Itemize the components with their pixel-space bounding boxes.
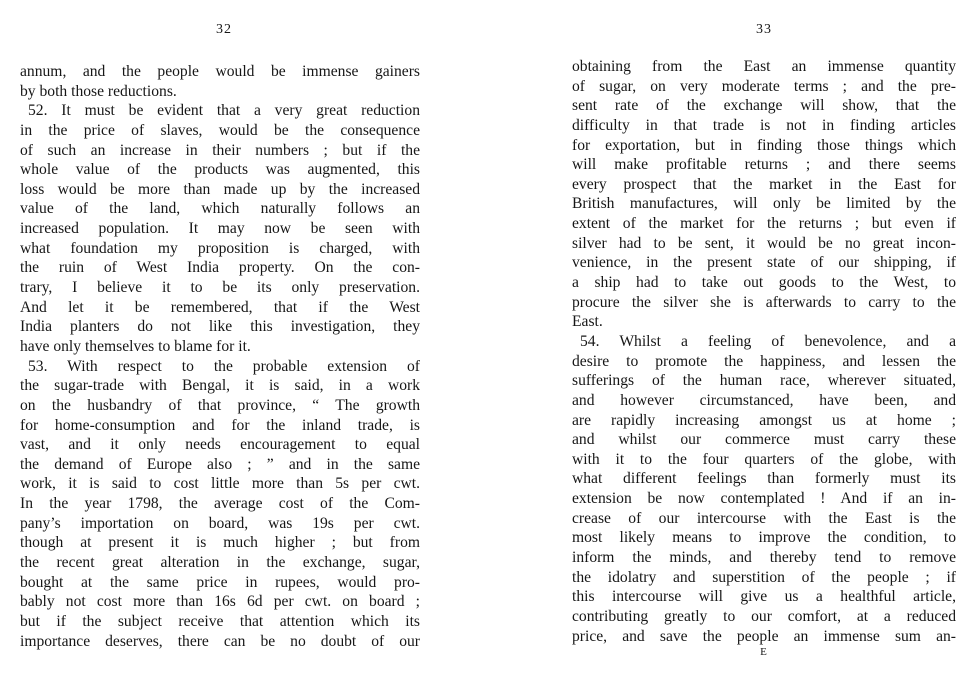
text-line: desire to promote the happiness, and lessen the [572,352,956,370]
text-line: 53. With respect to the probable extension of [28,357,420,375]
text-line: what foundation my proposition is charged, with [20,239,420,257]
text-line: And let it be remembered, that if the West [20,298,420,316]
text-line: vast, and it only needs encouragement to equal [20,436,420,454]
text-line: for home-consumption and for the inland trade, is [20,416,420,434]
text-line: importance deserves, there can be no doubt of our [20,632,420,650]
text-line: have only themselves to blame for it. [20,337,251,355]
text-line: a ship had to take out goods to the West, to [572,274,956,292]
text-line: procure the silver she is afterwards to carry to the [572,293,956,311]
text-line: value of the land, which naturally follows an [20,200,420,218]
text-line: bably not cost more than 16s 6d per cwt. on board ; [20,593,420,611]
right-page [572,0,956,679]
text-line: the demand of Europe also ; ” and in the same [20,455,420,473]
text-line: British manufactures, will only be limited by the [572,195,956,213]
text-line: extension be now contemplated ! And if an in- [572,490,956,508]
text-line: and whilst our commerce must carry these [572,431,956,449]
text-line: difficulty in that trade is not in finding articles [572,116,956,134]
text-line: contributing greatly to our comfort, at a reduced [572,607,956,625]
text-line: sent rate of the exchange will show, that the [572,97,956,115]
text-line: are rapidly increasing amongst us at home ; [572,411,956,429]
text-line: on the husbandry of that province, “ The growth [20,396,420,414]
text-line: increased population. It may now be seen with [20,220,420,238]
text-line: this intercourse will give us a healthful article, [572,588,956,606]
text-line: venience, in the present state of our shipping, if [572,254,956,272]
text-line: extent of the market for the returns ; but even if [572,215,956,233]
text-line: bought at the same price in rupees, would pro- [20,573,420,591]
text-line: loss would be more than made up by the increased [20,180,420,198]
text-line: the ruin of West India property. On the con- [20,259,420,277]
text-line: will make profitable returns ; and there seems [572,156,956,174]
text-line: and however circumstanced, have been, and [572,391,956,409]
text-line: of such an increase in their numbers ; but if the [20,141,420,159]
text-line: silver had to be sent, it would be no great incon- [572,234,956,252]
text-line: annum, and the people would be immense gainers [20,63,420,80]
right-page-text [572,57,956,646]
text-line: 52. It must be evident that a very great reduction [28,102,420,120]
left-page-text [20,62,420,651]
text-line: work, it is said to cost little more than 5s per cwt. [20,475,420,493]
text-line: sufferings of the human race, wherever situated, [572,372,956,390]
page-number-right: 33 [756,22,772,37]
text-line: though at present it is much higher ; but from [20,534,420,552]
text-line: the idolatry and superstition of the people ; if [572,568,956,586]
text-line: obtaining from the East an immense quantity [572,58,956,75]
text-line: of sugar, on very moderate terms ; and the pre- [572,77,956,95]
text-line: crease of our intercourse with the East is the [572,509,956,527]
text-line: East. [572,313,603,331]
text-line: most likely means to improve the condition, to [572,529,956,547]
text-line: by both those reductions. [20,82,177,100]
text-line: price, and save the people an immense sum an- [572,627,956,645]
text-line: in the price of slaves, would be the consequence [20,121,420,139]
text-line: 54. Whilst a feeling of benevolence, and a [580,332,956,350]
text-line: but if the subject receive that attention which its [20,612,420,630]
text-line: every prospect that the market in the East for [572,175,956,193]
text-line: for exportation, but in finding those things which [572,136,956,154]
signature-mark: E [760,646,768,658]
text-line: India planters do not like this investigation, they [20,318,420,336]
text-line: what different feelings than formerly must its [572,470,956,488]
text-line: inform the minds, and thereby tend to remove [572,549,956,567]
page-number-left: 32 [216,22,232,37]
text-line: In the year 1798, the average cost of the Com- [20,495,420,513]
text-line: the recent great alteration in the exchange, sugar, [20,554,420,572]
text-line: whole value of the products was augmented, this [20,161,420,179]
text-line: the sugar-trade with Bengal, it is said, in a work [20,377,420,395]
left-page [20,0,420,679]
text-line: with it to the four quarters of the globe, with [572,450,956,468]
text-line: trary, I believe it to be its only preservation. [20,279,420,297]
text-line: pany’s importation on board, was 19s per cwt. [20,514,420,532]
